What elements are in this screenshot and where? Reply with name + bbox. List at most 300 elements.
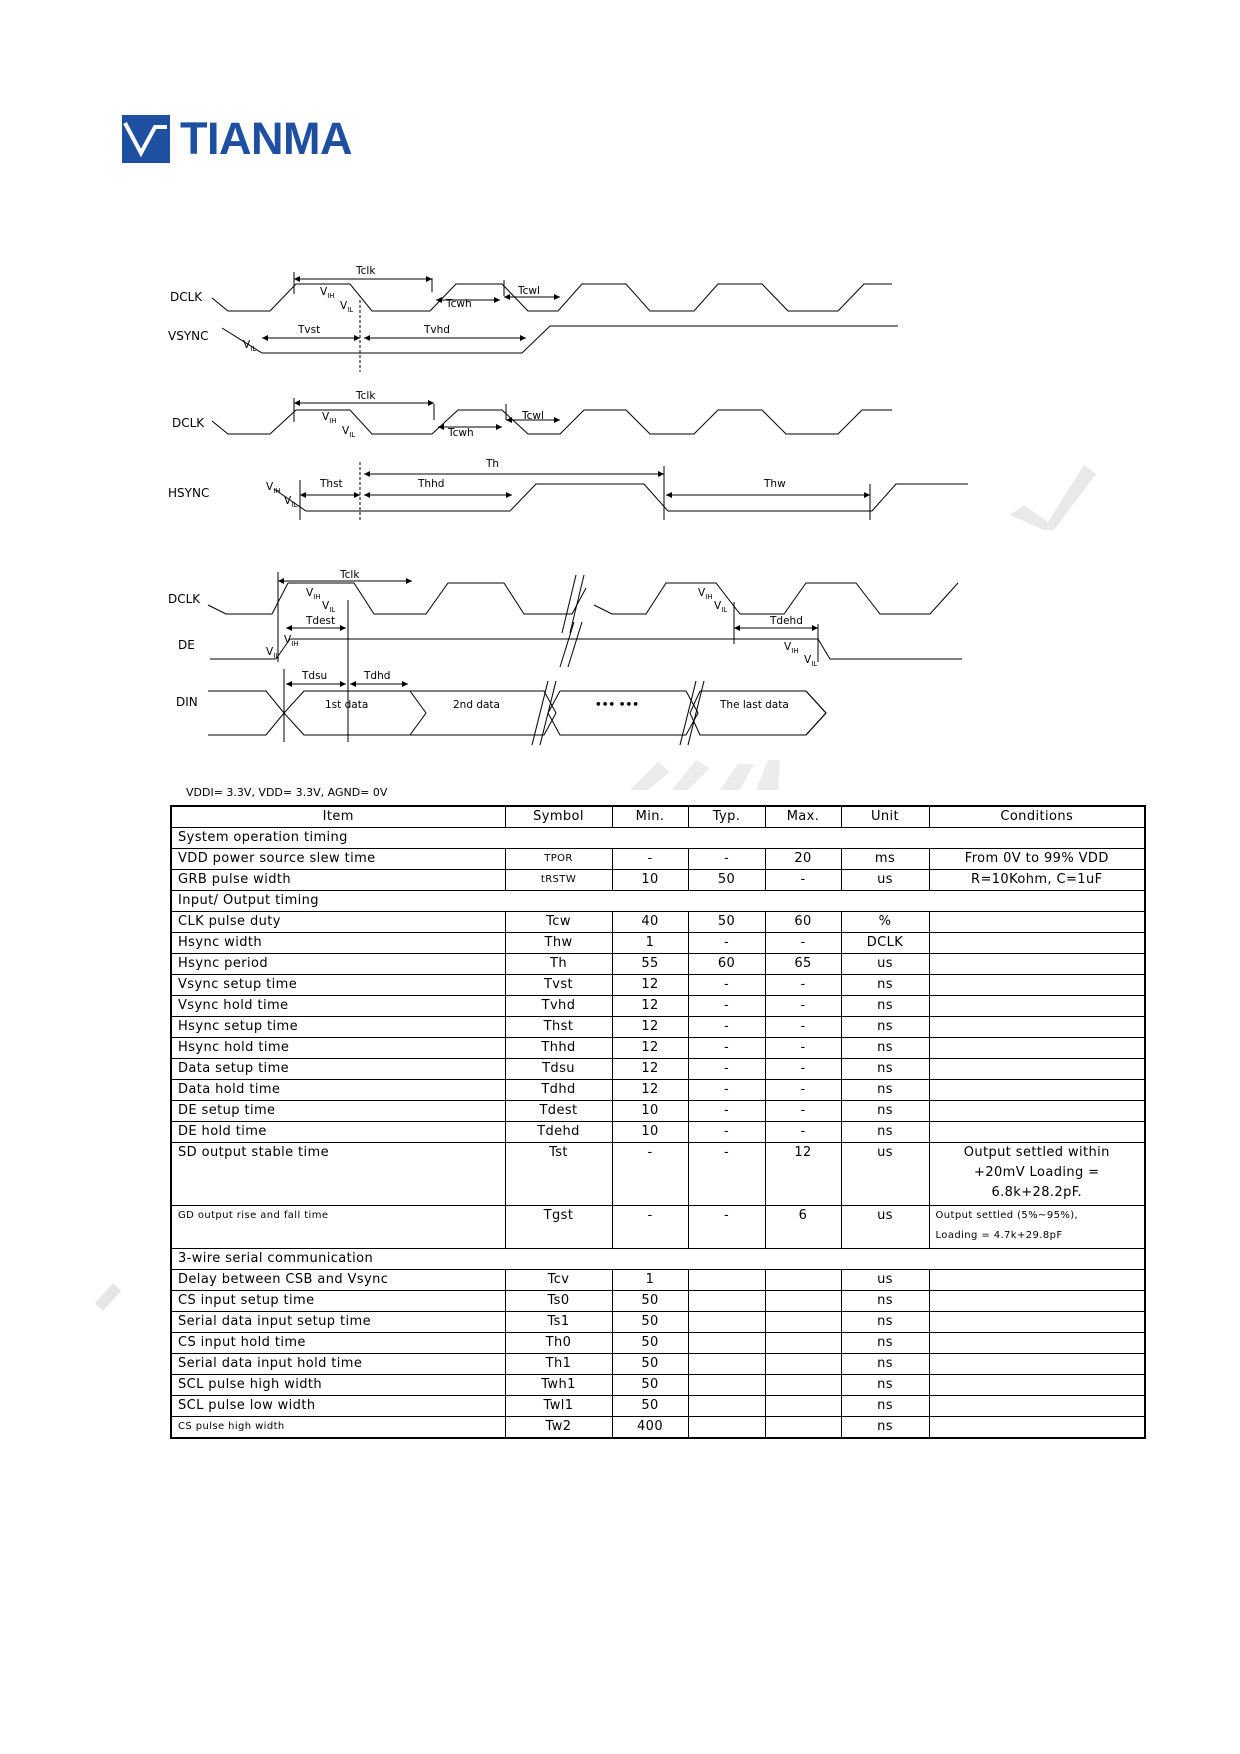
break-mark xyxy=(570,575,584,633)
cell-conditions: From 0V to 99% VDD xyxy=(929,849,1145,870)
cell-item: Hsync period xyxy=(171,954,505,975)
cell-conditions xyxy=(929,1017,1145,1038)
cell-typ xyxy=(688,1291,765,1312)
cell-max: 60 xyxy=(765,912,841,933)
arrow-head-left xyxy=(350,681,356,687)
cell-min: - xyxy=(612,1206,688,1249)
table-row xyxy=(171,1143,1145,1206)
de-waveforms xyxy=(208,572,962,745)
arrow-head-right xyxy=(864,492,870,498)
cell-max: 20 xyxy=(765,849,841,870)
din-last-data xyxy=(690,691,826,735)
signal-label-din: DIN xyxy=(176,695,198,709)
label-vih-hsync: $V_{IH}$ xyxy=(266,481,281,495)
break-mark xyxy=(568,622,582,667)
cell-unit: ns xyxy=(841,1101,929,1122)
cell-min: 40 xyxy=(612,912,688,933)
vsync-wave xyxy=(222,326,898,353)
dclk-wave-3b xyxy=(594,583,958,614)
cell-item: VDD power source slew time xyxy=(171,849,505,870)
cell-unit: ns xyxy=(841,1375,929,1396)
cell-max xyxy=(765,1396,841,1417)
arrow-head-left xyxy=(300,492,306,498)
cell-min: 10 xyxy=(612,870,688,891)
cell-symbol: Tcv xyxy=(505,1270,612,1291)
arrow-head-left xyxy=(278,578,284,584)
arrow-head-left xyxy=(438,424,444,430)
cell-min: - xyxy=(612,849,688,870)
cell-symbol: Tdest xyxy=(505,1101,612,1122)
cell-item: SCL pulse low width xyxy=(171,1396,505,1417)
cell-unit: ns xyxy=(841,1122,929,1143)
cell-item: CS pulse high width xyxy=(171,1417,505,1439)
cell-min: 50 xyxy=(612,1291,688,1312)
cell-max xyxy=(765,1375,841,1396)
arrow-head-right xyxy=(494,297,500,303)
watermark-center xyxy=(630,750,790,790)
cell-conditions xyxy=(929,933,1145,954)
header-conditions: Conditions xyxy=(929,806,1145,828)
din-first-data xyxy=(208,691,426,735)
cell-symbol: Tst xyxy=(505,1143,612,1206)
label-tcwl-2: Tcwl xyxy=(522,410,544,422)
label-vil-2: $V_{IL}$ xyxy=(342,425,356,439)
section-title: System operation timing xyxy=(171,828,1145,849)
cell-min: 10 xyxy=(612,1122,688,1143)
table-row xyxy=(171,1417,1145,1439)
cell-symbol: Ts1 xyxy=(505,1312,612,1333)
de-timing-diagram xyxy=(0,565,1240,740)
cell-symbol: Tvst xyxy=(505,975,612,996)
cell-unit: ns xyxy=(841,1038,929,1059)
arrow-head-left xyxy=(294,276,300,282)
cell-conditions xyxy=(929,912,1145,933)
cell-typ xyxy=(688,1417,765,1439)
vsync-waveforms xyxy=(212,272,898,372)
label-th: Th xyxy=(486,458,500,470)
cell-min: 50 xyxy=(612,1396,688,1417)
din-tail xyxy=(806,691,826,735)
cell-symbol: Th1 xyxy=(505,1354,612,1375)
din-ellipsis-data xyxy=(548,691,698,735)
arrow-head-left xyxy=(506,417,512,423)
cell-conditions xyxy=(929,1122,1145,1143)
cell-symbol: Twl1 xyxy=(505,1396,612,1417)
logo-brand-text: TIANMA xyxy=(180,113,352,164)
cell-max xyxy=(765,1417,841,1439)
label-vil-hsync: $V_{IL}$ xyxy=(284,495,298,509)
cell-conditions xyxy=(929,1312,1145,1333)
cell-min: 12 xyxy=(612,996,688,1017)
cell-item: Vsync setup time xyxy=(171,975,505,996)
cell-unit: us xyxy=(841,1206,929,1249)
cell-max xyxy=(765,1354,841,1375)
cell-typ: - xyxy=(688,1017,765,1038)
cell-max: - xyxy=(765,1122,841,1143)
table-row xyxy=(171,1396,1145,1417)
cell-item: SD output stable time xyxy=(171,1143,505,1206)
cell-unit: ns xyxy=(841,1059,929,1080)
table-row xyxy=(171,933,1145,954)
label-tdest: Tdest xyxy=(306,615,336,627)
cell-typ: - xyxy=(688,1059,765,1080)
cell-unit: ns xyxy=(841,996,929,1017)
table-row xyxy=(171,1122,1145,1143)
label-thhd: Thhd xyxy=(418,478,445,490)
cell-item: Serial data input setup time xyxy=(171,1312,505,1333)
table-row xyxy=(171,849,1145,870)
arrow-head-right xyxy=(406,578,412,584)
cell-typ: 60 xyxy=(688,954,765,975)
cell-symbol: Tdehd xyxy=(505,1122,612,1143)
cell-unit: ns xyxy=(841,1312,929,1333)
arrow-head-right xyxy=(520,335,526,341)
cell-typ: 50 xyxy=(688,912,765,933)
table-section-row xyxy=(171,891,1145,912)
arrow-head-right xyxy=(812,625,818,631)
header-max: Max. xyxy=(765,806,841,828)
cell-conditions xyxy=(929,1270,1145,1291)
cell-max: 6 xyxy=(765,1206,841,1249)
cell-item: Delay between CSB and Vsync xyxy=(171,1270,505,1291)
cell-max: 12 xyxy=(765,1143,841,1206)
cell-max xyxy=(765,1312,841,1333)
cell-typ: - xyxy=(688,1080,765,1101)
din-second-data xyxy=(410,691,556,735)
cell-max: - xyxy=(765,1080,841,1101)
cell-symbol: Tdsu xyxy=(505,1059,612,1080)
cell-conditions xyxy=(929,1333,1145,1354)
data-label-last: The last data xyxy=(720,699,789,711)
hsync-wave xyxy=(274,484,968,511)
cell-typ: 50 xyxy=(688,870,765,891)
cell-typ: - xyxy=(688,1206,765,1249)
arrow-head-right xyxy=(340,681,346,687)
table-row xyxy=(171,1206,1145,1249)
section-title: Input/ Output timing xyxy=(171,891,1145,912)
cell-unit: us xyxy=(841,954,929,975)
table-row xyxy=(171,1080,1145,1101)
break-mark xyxy=(562,575,576,633)
cell-item: DE setup time xyxy=(171,1101,505,1122)
cell-unit: ms xyxy=(841,849,929,870)
label-tvst: Tvst xyxy=(298,324,321,336)
label-vil-vsync: $V_{IL}$ xyxy=(243,339,257,353)
table-section-row xyxy=(171,828,1145,849)
signal-label-dclk: DCLK xyxy=(170,290,203,304)
cell-unit: us xyxy=(841,870,929,891)
tianma-logo xyxy=(122,114,352,164)
data-label-ellipsis: ••• ••• xyxy=(595,699,639,711)
label-vih-3: $V_{IH}$ xyxy=(306,587,321,601)
label-vih-2: $V_{IH}$ xyxy=(322,411,337,425)
break-mark xyxy=(560,622,574,667)
cell-conditions xyxy=(929,1375,1145,1396)
table-row xyxy=(171,1375,1145,1396)
table-row xyxy=(171,1333,1145,1354)
cell-conditions xyxy=(929,1101,1145,1122)
tianma-logo-mark-icon xyxy=(122,115,170,163)
arrow-head-left xyxy=(364,471,370,477)
label-tcwh-2: Tcwh xyxy=(448,427,474,439)
cell-symbol: Tgst xyxy=(505,1206,612,1249)
cell-symbol: Tvhd xyxy=(505,996,612,1017)
cell-min: 12 xyxy=(612,1080,688,1101)
cell-typ: - xyxy=(688,975,765,996)
supply-conditions-note: VDDI= 3.3V, VDD= 3.3V, AGND= 0V xyxy=(186,786,388,799)
cell-conditions xyxy=(929,996,1145,1017)
cell-unit: ns xyxy=(841,1354,929,1375)
signal-label-dclk-2: DCLK xyxy=(172,416,205,430)
cell-min: 1 xyxy=(612,933,688,954)
timing-spec-table xyxy=(170,805,1146,1439)
cell-symbol: Th xyxy=(505,954,612,975)
cell-symbol: TPOR xyxy=(505,849,612,870)
cell-conditions xyxy=(929,1059,1145,1080)
cell-item: CS input hold time xyxy=(171,1333,505,1354)
header-unit: Unit xyxy=(841,806,929,828)
cell-min: 50 xyxy=(612,1333,688,1354)
dclk-wave-2 xyxy=(212,410,892,434)
cell-max xyxy=(765,1291,841,1312)
label-tcwl: Tcwl xyxy=(518,285,540,297)
arrow-head-left xyxy=(364,335,370,341)
cell-min: 12 xyxy=(612,1017,688,1038)
cell-typ: - xyxy=(688,1038,765,1059)
label-thst: Thst xyxy=(320,478,343,490)
cell-typ xyxy=(688,1333,765,1354)
cell-unit: ns xyxy=(841,975,929,996)
cell-item: Vsync hold time xyxy=(171,996,505,1017)
arrow-head-left xyxy=(666,492,672,498)
cell-max: - xyxy=(765,1038,841,1059)
cell-unit: ns xyxy=(841,1291,929,1312)
watermark-left xyxy=(95,1275,125,1315)
cell-symbol: Tdhd xyxy=(505,1080,612,1101)
cell-typ xyxy=(688,1312,765,1333)
header-item: Item xyxy=(171,806,505,828)
label-vih-de: $V_{IH}$ xyxy=(284,634,299,648)
cell-max: 65 xyxy=(765,954,841,975)
arrow-head-left xyxy=(734,625,740,631)
cell-typ: - xyxy=(688,849,765,870)
cell-unit: ns xyxy=(841,1333,929,1354)
cell-conditions xyxy=(929,1396,1145,1417)
cell-unit: us xyxy=(841,1143,929,1206)
cell-conditions xyxy=(929,1354,1145,1375)
cell-max: - xyxy=(765,996,841,1017)
cell-unit: DCLK xyxy=(841,933,929,954)
cell-min: 50 xyxy=(612,1312,688,1333)
cell-item: CS input setup time xyxy=(171,1291,505,1312)
de-wave xyxy=(276,639,962,659)
cell-symbol: tRSTW xyxy=(505,870,612,891)
cell-min: 12 xyxy=(612,1059,688,1080)
label-tclk-3: Tclk xyxy=(340,569,360,581)
cell-conditions xyxy=(929,1291,1145,1312)
label-tclk: Tclk xyxy=(356,265,376,277)
cell-unit: % xyxy=(841,912,929,933)
table-row xyxy=(171,1354,1145,1375)
arrow-head-right xyxy=(426,276,432,282)
cell-max: - xyxy=(765,1059,841,1080)
header-min: Min. xyxy=(612,806,688,828)
cell-conditions: R=10Kohm, C=1uF xyxy=(929,870,1145,891)
arrow-head-right xyxy=(340,625,346,631)
cell-min: 55 xyxy=(612,954,688,975)
arrow-head-right xyxy=(428,400,434,406)
table-row xyxy=(171,1312,1145,1333)
label-vil-3: $V_{IL}$ xyxy=(322,600,336,614)
cell-symbol: Thst xyxy=(505,1017,612,1038)
cell-max xyxy=(765,1333,841,1354)
cell-unit: ns xyxy=(841,1017,929,1038)
hsync-timing-diagram xyxy=(0,380,1240,530)
table-body xyxy=(171,828,1145,1439)
header-symbol: Symbol xyxy=(505,806,612,828)
cell-symbol: Thhd xyxy=(505,1038,612,1059)
signal-label-dclk-3: DCLK xyxy=(168,592,201,606)
arrow-head-left xyxy=(262,335,268,341)
label-tvhd: Tvhd xyxy=(424,324,450,336)
cell-min: 1 xyxy=(612,1270,688,1291)
cell-item: DE hold time xyxy=(171,1122,505,1143)
cell-typ: - xyxy=(688,996,765,1017)
arrow-head-right xyxy=(554,294,560,300)
cell-conditions xyxy=(929,1417,1145,1439)
label-tclk-2: Tclk xyxy=(356,390,376,402)
cell-typ: - xyxy=(688,1143,765,1206)
label-vil: $V_{IL}$ xyxy=(340,300,354,314)
signal-label-vsync: VSYNC xyxy=(168,329,209,343)
cell-typ: - xyxy=(688,933,765,954)
table-row xyxy=(171,1038,1145,1059)
signal-label-hsync: HSYNC xyxy=(168,486,210,500)
table-row xyxy=(171,1270,1145,1291)
label-vih-4: $V_{IH}$ xyxy=(698,587,713,601)
cell-unit: ns xyxy=(841,1080,929,1101)
table-row xyxy=(171,954,1145,975)
header-typ: Typ. xyxy=(688,806,765,828)
label-vih-de2: $V_{IH}$ xyxy=(784,641,799,655)
cell-symbol: Th0 xyxy=(505,1333,612,1354)
label-vil-de: $V_{IL}$ xyxy=(266,646,280,660)
hsync-dimension-labels xyxy=(266,390,786,509)
cell-min: 10 xyxy=(612,1101,688,1122)
cell-min: 50 xyxy=(612,1375,688,1396)
cell-conditions: Output settled (5%~95%), Loading = 4.7k+29.8pF xyxy=(929,1206,1145,1249)
arrow-head-right xyxy=(496,424,502,430)
table-header-row xyxy=(171,806,1145,828)
cell-unit: ns xyxy=(841,1417,929,1439)
table-row xyxy=(171,996,1145,1017)
cell-min: 50 xyxy=(612,1354,688,1375)
cell-max: - xyxy=(765,1017,841,1038)
table-row xyxy=(171,870,1145,891)
cell-item: Serial data input hold time xyxy=(171,1354,505,1375)
cell-symbol: Ts0 xyxy=(505,1291,612,1312)
cell-symbol: Twh1 xyxy=(505,1375,612,1396)
arrow-head-right xyxy=(402,681,408,687)
cell-symbol: Thw xyxy=(505,933,612,954)
cell-item: GD output rise and fall time xyxy=(171,1206,505,1249)
table-row xyxy=(171,1017,1145,1038)
cell-typ xyxy=(688,1375,765,1396)
label-vil-de2: $V_{IL}$ xyxy=(804,654,818,668)
cell-min: 12 xyxy=(612,1038,688,1059)
cell-min: 400 xyxy=(612,1417,688,1439)
table-row xyxy=(171,1101,1145,1122)
cell-typ xyxy=(688,1396,765,1417)
cell-item: GRB pulse width xyxy=(171,870,505,891)
cell-max: - xyxy=(765,1101,841,1122)
cell-item: Data hold time xyxy=(171,1080,505,1101)
data-label-2nd: 2nd data xyxy=(453,699,500,711)
cell-max: - xyxy=(765,933,841,954)
cell-typ xyxy=(688,1270,765,1291)
table-row xyxy=(171,912,1145,933)
cell-item: SCL pulse high width xyxy=(171,1375,505,1396)
table-row xyxy=(171,1291,1145,1312)
cell-item: Hsync width xyxy=(171,933,505,954)
section-title: 3-wire serial communication xyxy=(171,1249,1145,1270)
data-label-1st: 1st data xyxy=(325,699,369,711)
label-tcwh: Tcwh xyxy=(446,298,472,310)
vsync-timing-diagram xyxy=(0,260,1240,370)
table-row xyxy=(171,1059,1145,1080)
vsync-dimension-labels xyxy=(243,265,540,353)
cell-item: Hsync setup time xyxy=(171,1017,505,1038)
arrow-head-right xyxy=(354,492,360,498)
cell-symbol: Tcw xyxy=(505,912,612,933)
cell-conditions xyxy=(929,1080,1145,1101)
arrow-head-left xyxy=(504,294,510,300)
cell-item: Data setup time xyxy=(171,1059,505,1080)
label-vih: $V_{IH}$ xyxy=(320,286,335,300)
table-section-row xyxy=(171,1249,1145,1270)
cell-max xyxy=(765,1270,841,1291)
label-thw: Thw xyxy=(764,478,786,490)
arrow-head-right xyxy=(658,471,664,477)
arrow-head-left xyxy=(364,492,370,498)
arrow-head-left xyxy=(286,625,292,631)
cell-max: - xyxy=(765,870,841,891)
label-tdhd: Tdhd xyxy=(364,670,391,682)
arrow-head-left xyxy=(294,400,300,406)
cell-item: Hsync hold time xyxy=(171,1038,505,1059)
label-tdehd: Tdehd xyxy=(770,615,803,627)
cell-min: - xyxy=(612,1143,688,1206)
cell-unit: ns xyxy=(841,1396,929,1417)
cell-conditions xyxy=(929,975,1145,996)
arrow-head-right xyxy=(354,335,360,341)
arrow-head-left xyxy=(286,681,292,687)
arrow-head-right xyxy=(506,492,512,498)
table-row xyxy=(171,975,1145,996)
dclk-wave-3a xyxy=(208,583,586,614)
cell-conditions xyxy=(929,954,1145,975)
cell-min: 12 xyxy=(612,975,688,996)
cell-typ: - xyxy=(688,1101,765,1122)
cell-symbol: Tw2 xyxy=(505,1417,612,1439)
cell-typ xyxy=(688,1354,765,1375)
cell-unit: us xyxy=(841,1270,929,1291)
cell-typ: - xyxy=(688,1122,765,1143)
label-vil-4: $V_{IL}$ xyxy=(714,600,728,614)
de-dimension-labels xyxy=(266,569,817,711)
cell-item: CLK pulse duty xyxy=(171,912,505,933)
signal-label-de: DE xyxy=(178,638,195,652)
